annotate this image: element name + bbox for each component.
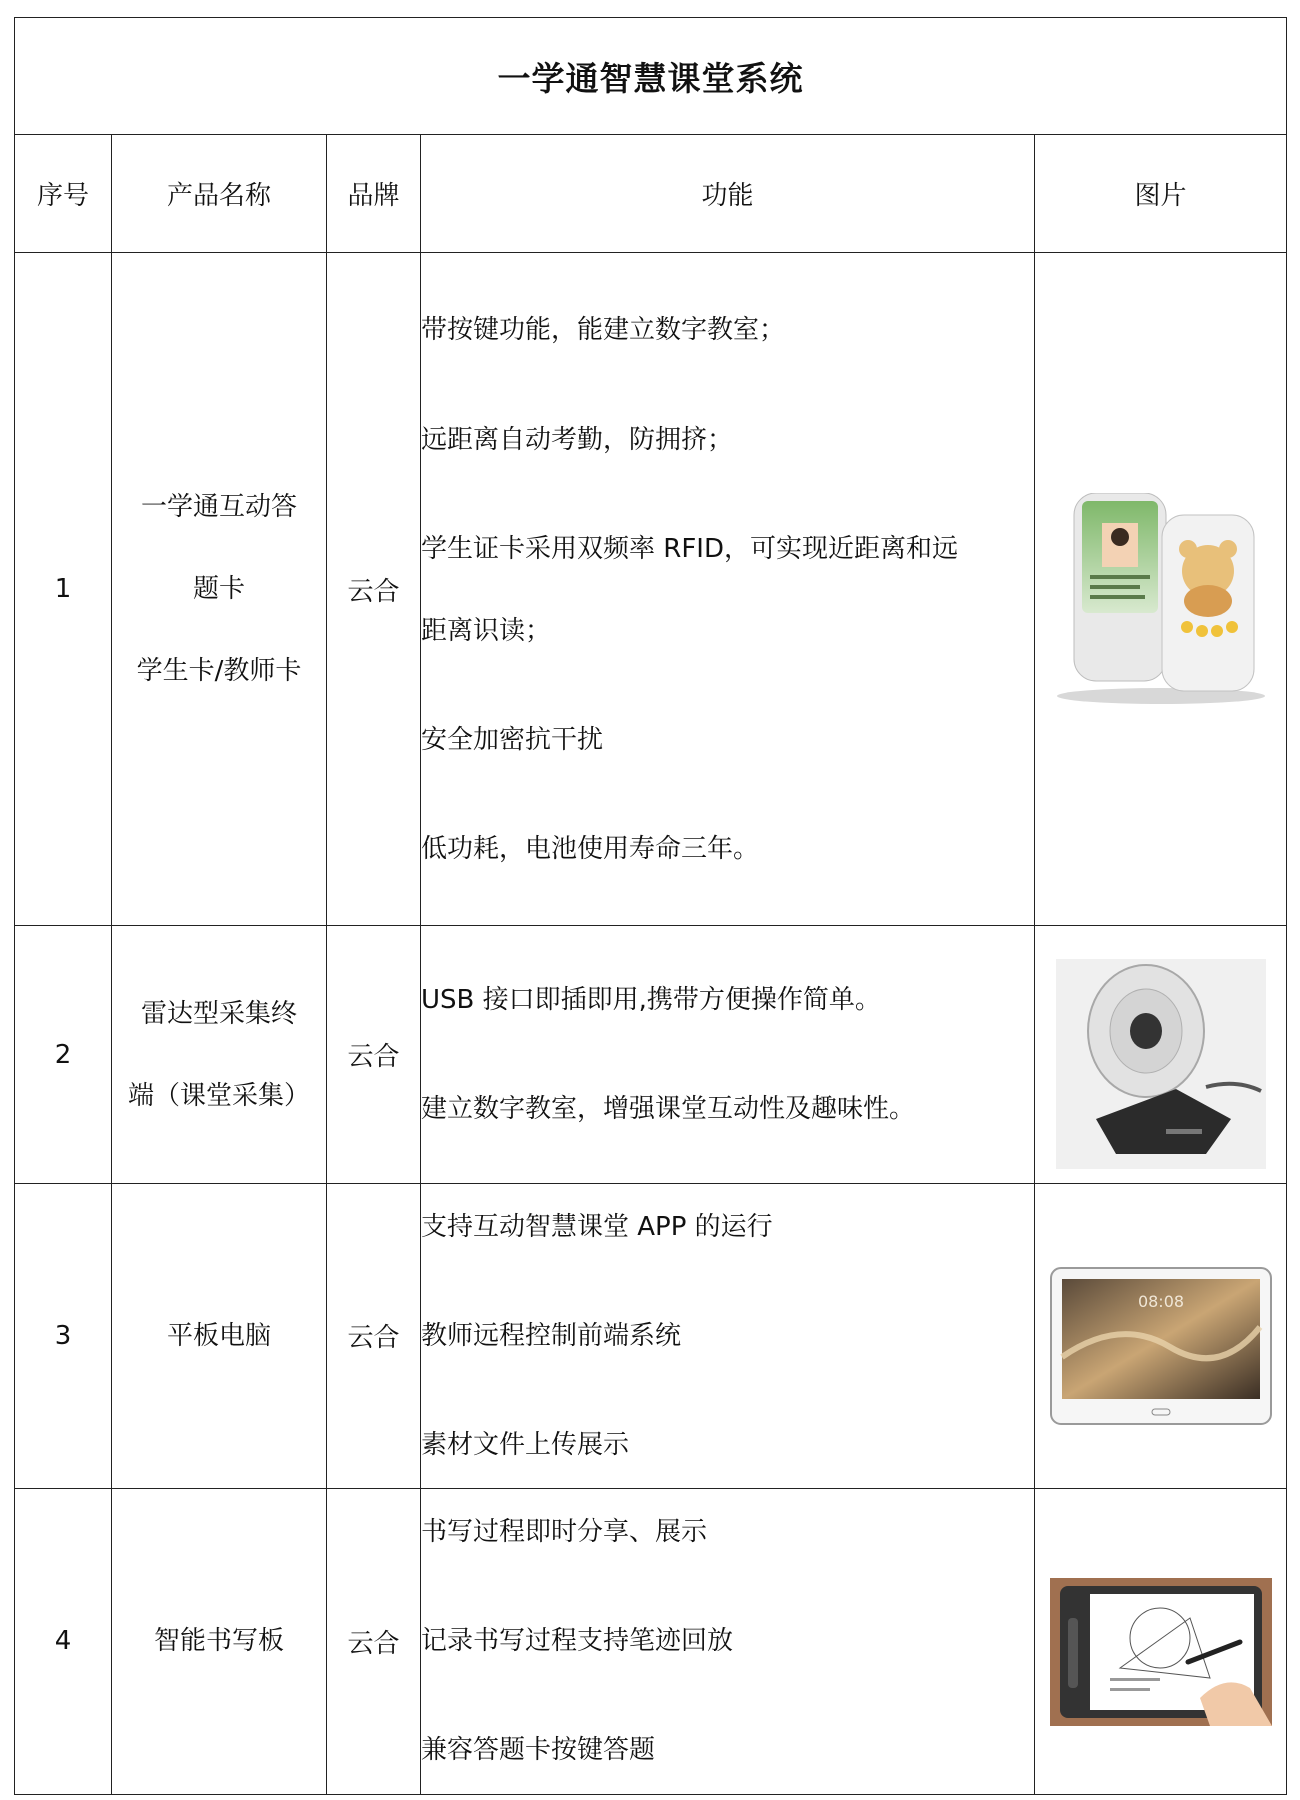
function-line: USB 接口即插即用,携带方便操作简单。 [421, 985, 881, 1016]
function-line: 支持互动智慧课堂 APP 的运行 [421, 1211, 773, 1242]
card-text-line [1090, 595, 1145, 599]
brand: 云合 [327, 926, 421, 1184]
name-line: 端（课堂采集） [127, 1080, 310, 1111]
brand: 云合 [327, 253, 421, 926]
brand: 云合 [327, 1488, 421, 1794]
product-name [112, 1184, 327, 1489]
product-image-cell [1035, 1488, 1287, 1794]
name-line: 智能书写板 [153, 1626, 284, 1657]
brand: 云合 [327, 1184, 421, 1489]
function-line: 距离识读； [421, 615, 552, 646]
sketch-text [1110, 1678, 1160, 1681]
function-list [421, 1488, 1035, 1794]
row-num: 1 [15, 253, 112, 926]
answer-key [1211, 625, 1223, 637]
bear-ear [1179, 540, 1197, 558]
table-row [15, 926, 1287, 1184]
product-image-cell [1035, 1184, 1287, 1489]
table-row [15, 253, 1287, 926]
row-num: 4 [15, 1488, 112, 1794]
sketch-text [1110, 1688, 1150, 1691]
radar-collector-image [1056, 959, 1266, 1169]
name-line: 题卡 [192, 574, 245, 605]
card-text-line [1090, 585, 1140, 589]
smart-writing-board-image [1050, 1578, 1272, 1726]
product-image-cell [1035, 926, 1287, 1184]
table-row [15, 1488, 1287, 1794]
product-table [14, 17, 1287, 1795]
name-line: 平板电脑 [166, 1320, 271, 1351]
name-line: 一学通互动答 [140, 492, 297, 523]
function-line: 学生证卡采用双频率 RFID，可实现近距离和远 [421, 533, 958, 564]
photo-head [1111, 528, 1129, 546]
table-row [15, 1184, 1287, 1489]
product-name [112, 926, 327, 1184]
header-brand: 品牌 [327, 135, 421, 253]
tablet-image [1050, 1267, 1272, 1427]
function-line: 远距离自动考勤，防拥挤； [421, 424, 734, 455]
bear-body [1184, 585, 1232, 617]
product-name [112, 253, 327, 926]
student-card-devices-image [1050, 493, 1272, 707]
header-img: 图片 [1035, 135, 1287, 253]
header-num: 序号 [15, 135, 112, 253]
function-line: 带按键功能，能建立数字教室； [421, 314, 786, 345]
function-line: 书写过程即时分享、展示 [421, 1517, 708, 1548]
answer-key [1196, 625, 1208, 637]
function-line: 低功耗，电池使用寿命三年。 [421, 833, 760, 864]
table-title: 一学通智慧课堂系统 [15, 18, 1287, 135]
radar-receiver [1130, 1013, 1162, 1049]
answer-key [1226, 621, 1238, 633]
indicator-lights [1166, 1129, 1202, 1134]
function-line: 兼容答题卡按键答题 [421, 1735, 656, 1766]
function-line: 建立数字教室，增强课堂互动性及趣味性。 [421, 1094, 916, 1125]
function-list [421, 253, 1035, 926]
function-line: 安全加密抗干扰 [421, 724, 604, 755]
function-list [421, 1184, 1035, 1489]
bear-ear [1219, 540, 1237, 558]
function-line: 记录书写过程支持笔迹回放 [421, 1626, 734, 1657]
row-num: 3 [15, 1184, 112, 1489]
side-controls [1068, 1618, 1078, 1688]
header-name: 产品名称 [112, 135, 327, 253]
name-line: 雷达型采集终 [140, 998, 297, 1029]
answer-key [1181, 621, 1193, 633]
function-list [421, 926, 1035, 1184]
card-text-line [1090, 575, 1150, 579]
product-image-cell [1035, 253, 1287, 926]
row-num: 2 [15, 926, 112, 1184]
product-name [112, 1488, 327, 1794]
header-func: 功能 [421, 135, 1035, 253]
function-line: 素材文件上传展示 [421, 1429, 630, 1460]
tablet-clock: 08:08 [1137, 1291, 1184, 1311]
function-line: 教师远程控制前端系统 [421, 1320, 682, 1351]
name-line: 学生卡/教师卡 [136, 656, 302, 687]
